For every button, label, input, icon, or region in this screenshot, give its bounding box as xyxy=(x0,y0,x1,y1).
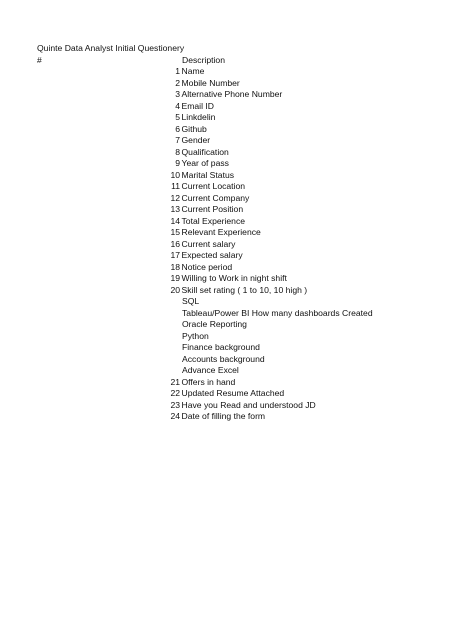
row-number: 16 xyxy=(170,238,180,249)
question-row xyxy=(160,227,460,239)
row-text: Mobile Number xyxy=(181,77,240,88)
question-row xyxy=(160,124,460,136)
row-text: Date of filling the form xyxy=(181,411,266,421)
row-number xyxy=(160,354,180,366)
question-row xyxy=(160,181,460,193)
question-row xyxy=(160,158,460,170)
row-number: 11 xyxy=(171,181,180,191)
row-number: 18 xyxy=(170,261,180,272)
question-row xyxy=(160,66,460,78)
row-number: 4 xyxy=(175,100,180,111)
row-text: Email ID xyxy=(181,100,214,111)
row-number: 24 xyxy=(170,411,180,421)
row-text: Python xyxy=(182,330,209,341)
row-number: 19 xyxy=(170,273,180,283)
row-number: 13 xyxy=(170,204,180,214)
question-row xyxy=(160,411,460,423)
skill-row xyxy=(160,308,460,320)
question-row xyxy=(160,78,460,90)
row-text: Tableau/Power BI How many dashboards Created xyxy=(182,307,373,318)
row-text: Alternative Phone Number xyxy=(181,89,283,99)
row-number: 15 xyxy=(170,227,180,237)
row-text: Finance background xyxy=(182,342,260,352)
row-number xyxy=(160,308,180,320)
row-number: 12 xyxy=(170,192,180,203)
question-row xyxy=(160,262,460,274)
row-number: 23 xyxy=(170,399,180,410)
row-text: Name xyxy=(181,66,205,76)
row-number: 7 xyxy=(175,135,180,145)
row-number: 3 xyxy=(175,89,180,99)
row-text: Relevant Experience xyxy=(181,227,261,237)
row-text: Current salary xyxy=(181,238,236,249)
row-number: 6 xyxy=(175,123,180,134)
question-row xyxy=(160,89,460,101)
question-row xyxy=(160,112,460,124)
question-row xyxy=(160,101,460,113)
row-text: Current Company xyxy=(181,192,250,203)
row-number: 8 xyxy=(175,146,180,157)
skill-row xyxy=(160,342,460,354)
row-text: Expected salary xyxy=(181,250,243,260)
row-number: 9 xyxy=(175,158,180,168)
row-text: Year of pass xyxy=(181,158,229,168)
row-text: Gender xyxy=(181,135,211,145)
row-number: 21 xyxy=(170,376,180,387)
question-row xyxy=(160,285,460,297)
row-number: 22 xyxy=(170,388,180,398)
question-list xyxy=(160,66,460,423)
row-number: 10 xyxy=(170,169,180,180)
row-number xyxy=(160,342,180,354)
question-row xyxy=(160,193,460,205)
row-number xyxy=(160,365,180,377)
row-number: 17 xyxy=(170,250,180,260)
row-number: 20 xyxy=(170,284,180,295)
row-text: Offers in hand xyxy=(181,376,236,387)
row-text: Current Location xyxy=(181,181,246,191)
row-text: Accounts background xyxy=(182,353,265,364)
row-text: Oracle Reporting xyxy=(182,319,247,329)
description-column-header: Description xyxy=(182,55,225,65)
row-text: Have you Read and understood JD xyxy=(181,399,316,410)
skill-row xyxy=(160,296,460,308)
question-row xyxy=(160,204,460,216)
row-text: Skill set rating ( 1 to 10, 10 high ) xyxy=(181,284,308,295)
number-column-header: # xyxy=(37,55,42,65)
row-number: 5 xyxy=(175,112,180,122)
question-row xyxy=(160,400,460,412)
row-text: Linkdelin xyxy=(181,112,216,122)
question-row xyxy=(160,250,460,262)
row-text: Github xyxy=(181,123,207,134)
row-number: 1 xyxy=(175,66,180,76)
question-row xyxy=(160,239,460,251)
row-number xyxy=(160,296,180,308)
question-row xyxy=(160,216,460,228)
row-text: Qualification xyxy=(181,146,229,157)
question-row xyxy=(160,170,460,182)
row-number xyxy=(160,319,180,331)
skill-row xyxy=(160,354,460,366)
row-text: Willing to Work in night shift xyxy=(181,273,287,283)
row-text: Updated Resume Attached xyxy=(181,388,285,398)
skill-row xyxy=(160,319,460,331)
row-number: 2 xyxy=(175,77,180,88)
row-text: Marital Status xyxy=(181,169,235,180)
question-row xyxy=(160,388,460,400)
question-row xyxy=(160,135,460,147)
question-row xyxy=(160,377,460,389)
question-row xyxy=(160,147,460,159)
row-number xyxy=(160,331,180,343)
row-text: Advance Excel xyxy=(182,365,239,375)
row-text: SQL xyxy=(182,296,200,306)
document-title: Quinte Data Analyst Initial Questionery xyxy=(37,43,185,53)
row-text: Total Experience xyxy=(181,215,246,226)
skill-row xyxy=(160,365,460,377)
skill-row xyxy=(160,331,460,343)
row-text: Notice period xyxy=(181,261,233,272)
row-number: 14 xyxy=(170,215,180,226)
row-text: Current Position xyxy=(181,204,244,214)
question-row xyxy=(160,273,460,285)
